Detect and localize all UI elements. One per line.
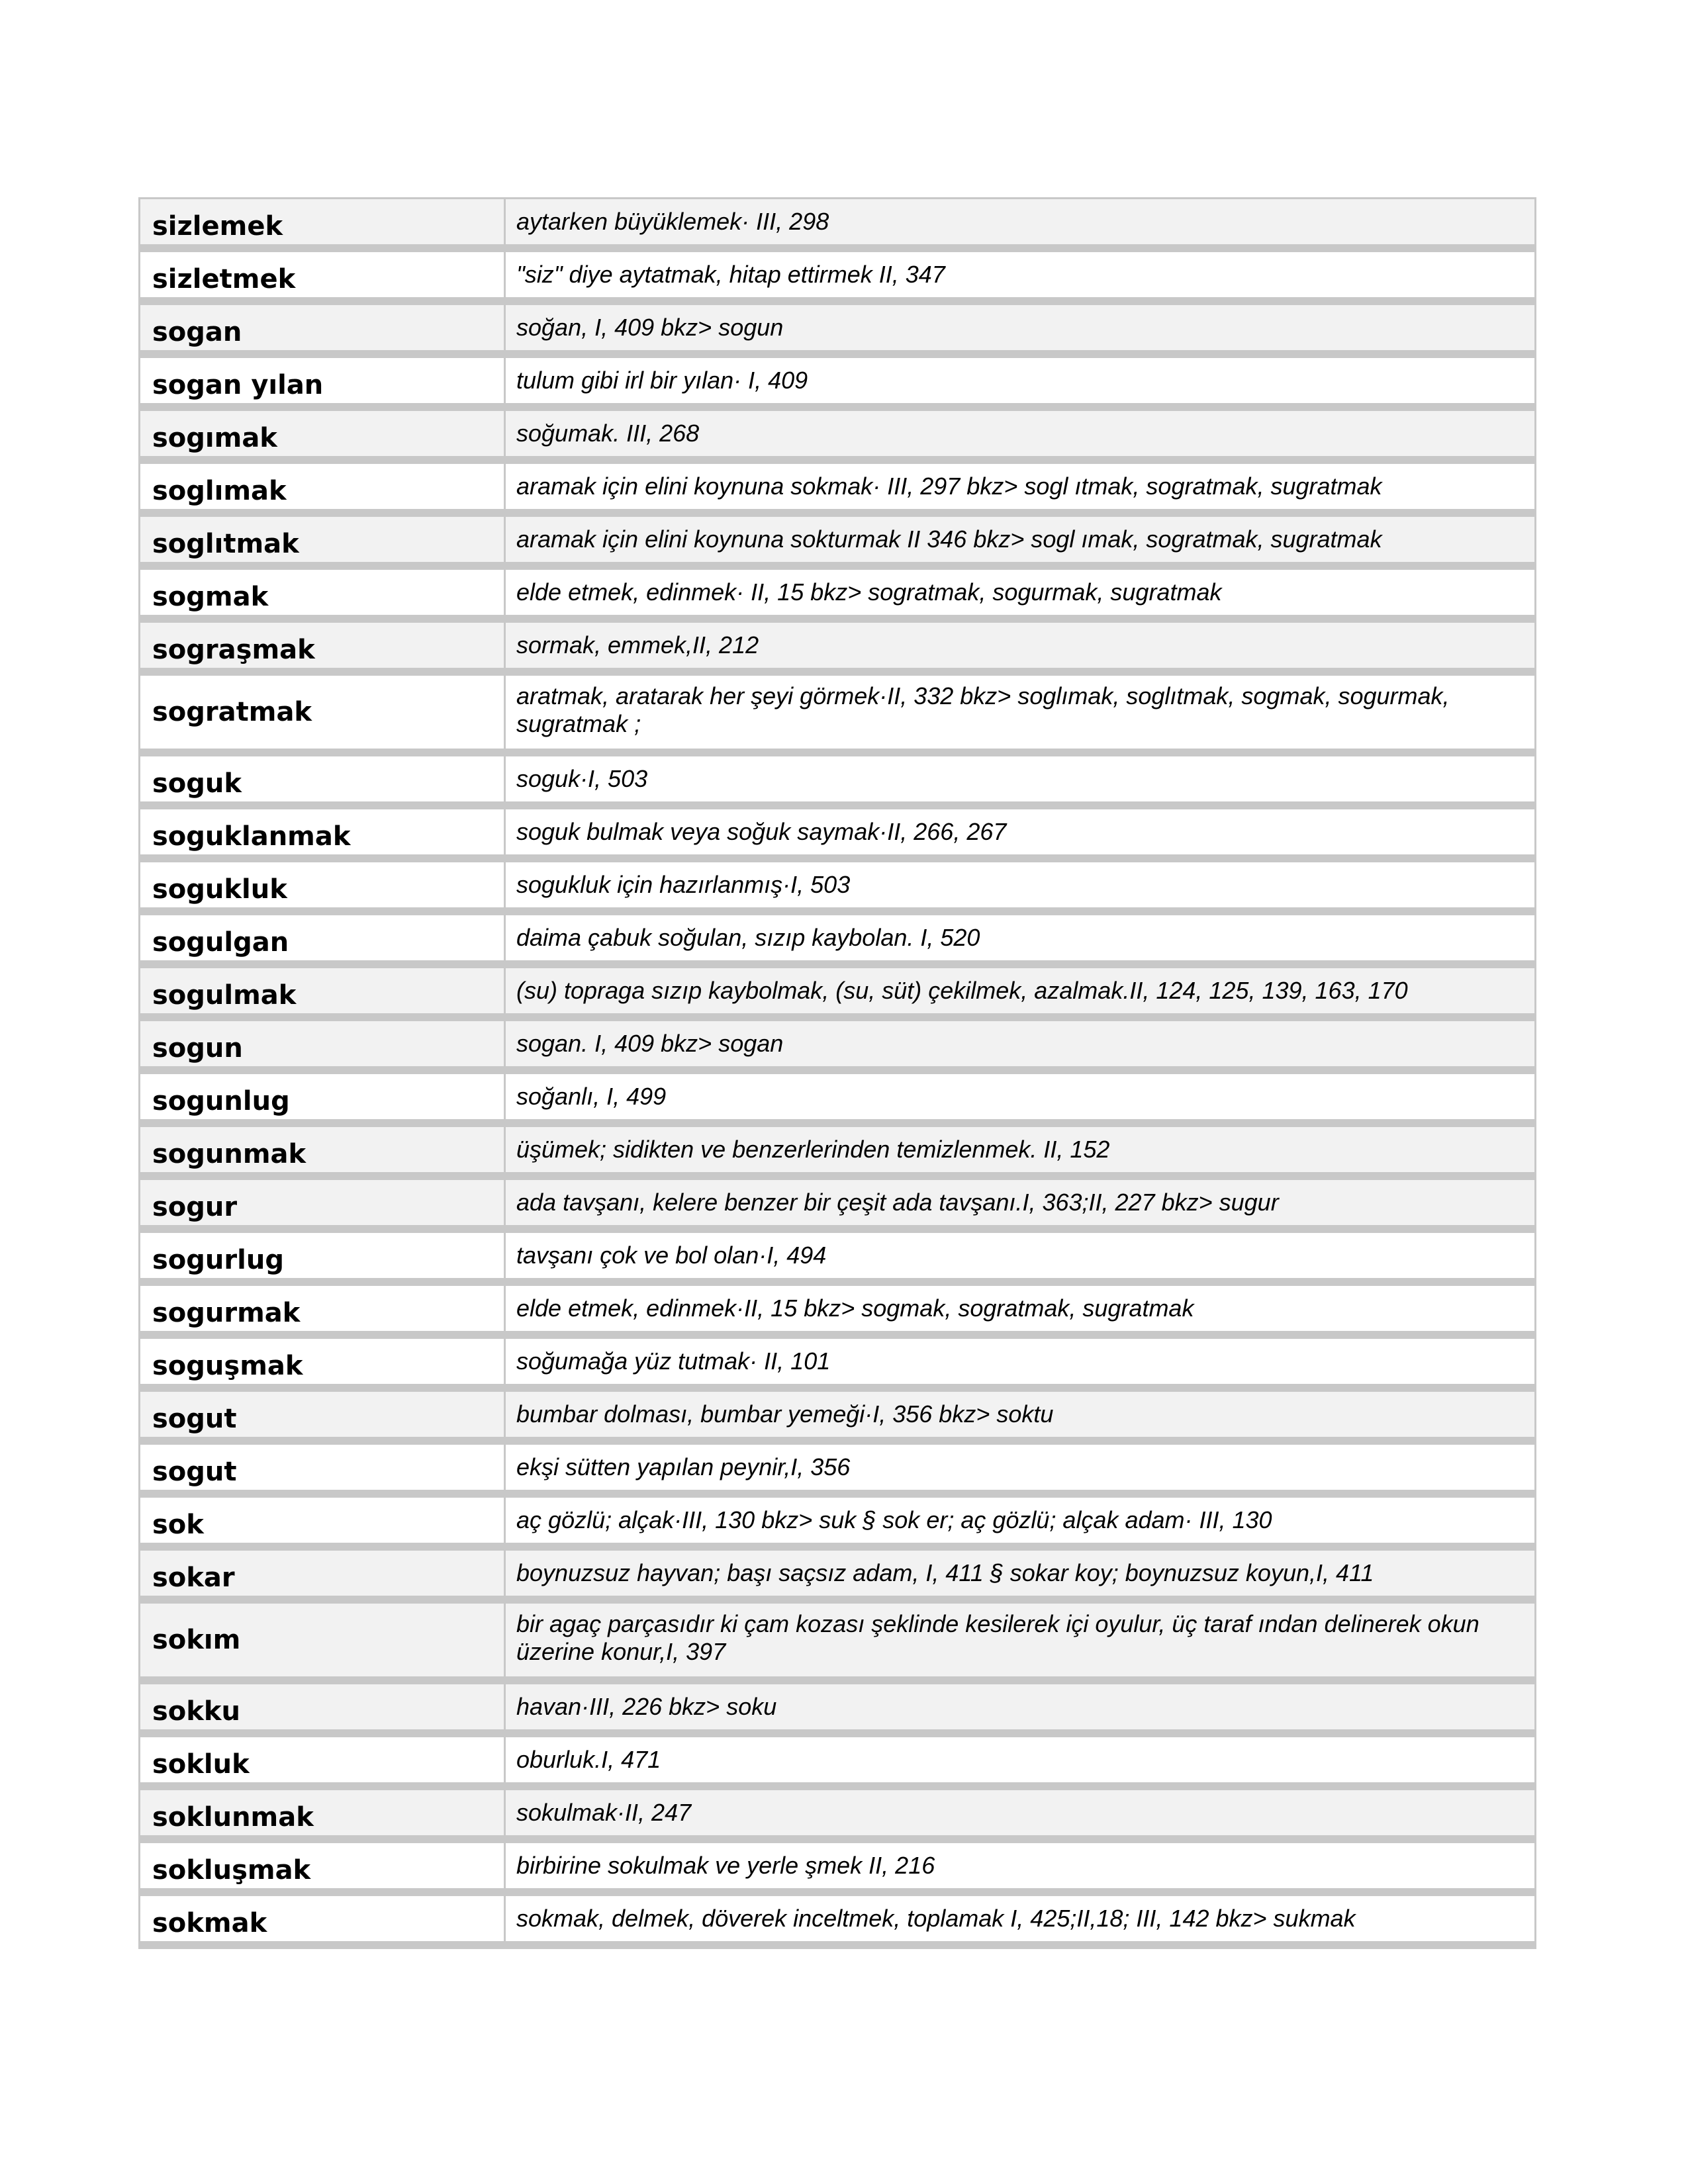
table-row bbox=[140, 1180, 1534, 1233]
headword: sograşmak bbox=[140, 623, 506, 668]
headword: sogulmak bbox=[140, 968, 506, 1013]
headword: sokluşmak bbox=[140, 1843, 506, 1888]
table-row bbox=[140, 1127, 1534, 1180]
table-row bbox=[140, 358, 1534, 411]
definition: soğanlı, I, 499 bbox=[516, 1083, 667, 1110]
headword: sokluk bbox=[140, 1737, 506, 1782]
definition: tavşanı çok ve bol olan·I, 494 bbox=[516, 1242, 827, 1269]
table-row bbox=[140, 623, 1534, 676]
headword: sogurmak bbox=[140, 1286, 506, 1331]
headword: sogukluk bbox=[140, 862, 506, 907]
definition: (su) topraga sızıp kaybolmak, (su, süt) çekilmek, azalmak.II, 124, 125, 139, 163, 170 bbox=[506, 968, 1534, 1013]
table-row bbox=[140, 1790, 1534, 1843]
headword: sokmak bbox=[140, 1896, 506, 1941]
table-row bbox=[140, 1445, 1534, 1498]
headword: soklunmak bbox=[140, 1790, 506, 1835]
headword: sizletmek bbox=[140, 252, 506, 297]
headword: sogan yılan bbox=[140, 358, 506, 403]
definition: elde etmek, edinmek· II, 15 bkz> sogratmak, sogurmak, sugratmak bbox=[516, 578, 1222, 606]
definition: daima çabuk soğulan, sızıp kaybolan. I, 520 bbox=[516, 924, 980, 951]
table-row bbox=[140, 464, 1534, 517]
definition: sokmak, delmek, döverek inceltmek, toplamak I, 425;II,18; III, 142 bkz> sukmak bbox=[516, 1905, 1356, 1932]
table-row bbox=[140, 252, 1534, 305]
table-row bbox=[140, 862, 1534, 915]
table-row bbox=[140, 1684, 1534, 1737]
definition: soğumağa yüz tutmak· II, 101 bbox=[516, 1347, 831, 1375]
headword: soglımak bbox=[140, 464, 506, 509]
definition: soguk·I, 503 bbox=[516, 765, 648, 792]
headword: sokar bbox=[140, 1551, 506, 1596]
definition: havan·III, 226 bkz> soku bbox=[506, 1684, 1534, 1729]
headword: sogut bbox=[140, 1392, 506, 1437]
definition: bumbar dolması, bumbar yemeği·I, 356 bkz> soktu bbox=[506, 1392, 1534, 1437]
definition: aç gözlü; alçak·III, 130 bkz> suk § sok er; aç gözlü; alçak adam· III, 130 bbox=[516, 1506, 1272, 1533]
definition: sokulmak·II, 247 bbox=[506, 1790, 1534, 1835]
table-row bbox=[140, 570, 1534, 623]
table-row bbox=[140, 1286, 1534, 1339]
definition: "siz" diye aytatmak, hitap ettirmek II, 347 bbox=[516, 261, 945, 288]
headword: soguklanmak bbox=[140, 809, 506, 854]
headword: sizlemek bbox=[140, 199, 506, 244]
definition: aratmak, aratarak her şeyi görmek·II, 332 bkz> soglımak, soglıtmak, sogmak, sogurmak, sugratmak ; bbox=[516, 682, 1450, 737]
headword: sogun bbox=[140, 1021, 506, 1066]
definition: üşümek; sidikten ve benzerlerinden temizlenmek. II, 152 bbox=[506, 1127, 1534, 1172]
dictionary-table bbox=[138, 197, 1536, 1949]
table-row bbox=[140, 968, 1534, 1021]
headword: sogratmak bbox=[140, 676, 506, 749]
table-row bbox=[140, 1392, 1534, 1445]
table-row bbox=[140, 305, 1534, 358]
definition: sormak, emmek,II, 212 bbox=[506, 623, 1534, 668]
table-row bbox=[140, 199, 1534, 252]
table-row bbox=[140, 915, 1534, 968]
definition: aytarken büyüklemek· III, 298 bbox=[506, 199, 1534, 244]
definition: sogan. I, 409 bkz> sogan bbox=[506, 1021, 1534, 1066]
table-row bbox=[140, 517, 1534, 570]
table-row bbox=[140, 1843, 1534, 1896]
definition: soğan, I, 409 bkz> sogun bbox=[506, 305, 1534, 350]
table-row bbox=[140, 1021, 1534, 1074]
definition: ekşi sütten yapılan peynir,I, 356 bbox=[516, 1453, 851, 1480]
definition: oburluk.I, 471 bbox=[516, 1746, 661, 1773]
definition: soğumak. III, 268 bbox=[506, 411, 1534, 456]
table-row bbox=[140, 1896, 1534, 1949]
headword: sogımak bbox=[140, 411, 506, 456]
definition: birbirine sokulmak ve yerle şmek II, 216 bbox=[516, 1852, 935, 1879]
table-row bbox=[140, 411, 1534, 464]
headword: sokku bbox=[140, 1684, 506, 1729]
definition: boynuzsuz hayvan; başı saçsız adam, I, 411 § sokar koy; boynuzsuz koyun,I, 411 bbox=[506, 1551, 1534, 1596]
table-row bbox=[140, 1339, 1534, 1392]
headword: sokım bbox=[140, 1604, 506, 1676]
definition: aramak için elini koynuna sokmak· III, 297 bkz> sogl ıtmak, sogratmak, sugratmak bbox=[516, 473, 1382, 500]
headword: soglıtmak bbox=[140, 517, 506, 562]
table-row bbox=[140, 1737, 1534, 1790]
headword: sogunlug bbox=[140, 1074, 506, 1119]
table-row bbox=[140, 1498, 1534, 1551]
table-row bbox=[140, 756, 1534, 809]
definition: soguk bulmak veya soğuk saymak·II, 266, 267 bbox=[516, 818, 1007, 845]
definition: ada tavşanı, kelere benzer bir çeşit ada tavşanı.I, 363;II, 227 bkz> sugur bbox=[506, 1180, 1534, 1225]
headword: sogan bbox=[140, 305, 506, 350]
headword: sogmak bbox=[140, 570, 506, 615]
headword: soguşmak bbox=[140, 1339, 506, 1384]
headword: sogurlug bbox=[140, 1233, 506, 1278]
table-row bbox=[140, 1233, 1534, 1286]
definition: sogukluk için hazırlanmış·I, 503 bbox=[516, 871, 851, 898]
headword: soguk bbox=[140, 756, 506, 801]
definition: tulum gibi irl bir yılan· I, 409 bbox=[516, 367, 808, 394]
definition: aramak için elini koynuna sokturmak II 346 bkz> sogl ımak, sogratmak, sugratmak bbox=[506, 517, 1534, 562]
headword: sogunmak bbox=[140, 1127, 506, 1172]
table-row bbox=[140, 809, 1534, 862]
table-row bbox=[140, 1604, 1534, 1684]
table-row bbox=[140, 1551, 1534, 1604]
definition: elde etmek, edinmek·II, 15 bkz> sogmak, sogratmak, sugratmak bbox=[516, 1295, 1194, 1322]
definition: bir agaç parçasıdır ki çam kozası şeklinde kesilerek içi oyulur, üç taraf ından delinerek okun üzerine konur,I, 397 bbox=[506, 1604, 1534, 1676]
headword: sok bbox=[140, 1498, 506, 1543]
headword: sogulgan bbox=[140, 915, 506, 960]
headword: sogut bbox=[140, 1445, 506, 1490]
table-row bbox=[140, 676, 1534, 756]
headword: sogur bbox=[140, 1180, 506, 1225]
table-row bbox=[140, 1074, 1534, 1127]
